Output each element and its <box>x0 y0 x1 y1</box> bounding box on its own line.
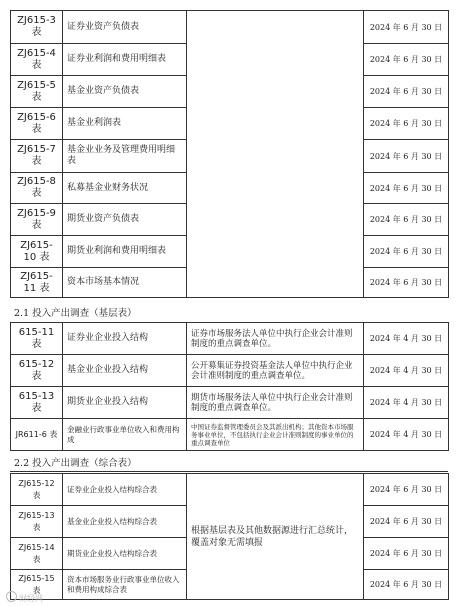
form-name: 证券业利润和费用明细表 <box>63 44 187 76</box>
due-date: 2024 年 4 月 30 日 <box>364 323 449 355</box>
form-code: ZJ615-10 表 <box>11 236 63 268</box>
top-report-table <box>10 10 449 298</box>
survey-scope: 中国证券监督管理委员会及其派出机构；其他资本市场服务事业单位，不包括执行企业会计准则制度的事业单位的重点调查单位 <box>187 419 364 451</box>
watermark-icon <box>6 591 17 602</box>
survey-scope: 期货市场服务法人单位中执行企业会计准则制度的重点调查单位。 <box>187 387 364 419</box>
form-name: 基金业企业投入结构 <box>63 355 187 387</box>
form-code: ZJ615-13 表 <box>11 506 63 538</box>
due-date: 2024 年 6 月 30 日 <box>364 204 449 236</box>
form-code: ZJ615-12 表 <box>11 474 63 506</box>
table-row <box>11 355 449 387</box>
basic-survey-table <box>10 322 449 451</box>
watermark-text: 财经网 <box>19 594 43 603</box>
form-code: 615-12 表 <box>11 355 63 387</box>
due-date: 2024 年 6 月 30 日 <box>364 140 449 173</box>
due-date: 2024 年 6 月 30 日 <box>364 44 449 76</box>
due-date: 2024 年 6 月 30 日 <box>364 236 449 268</box>
form-name: 证券业企业投入结构 <box>63 323 187 355</box>
form-name: 期货业企业投入结构 <box>63 387 187 419</box>
form-name: 期货业利润和费用明细表 <box>63 236 187 268</box>
form-name: 私募基金业财务状况 <box>63 173 187 204</box>
table-row <box>11 11 449 44</box>
due-date: 2024 年 6 月 30 日 <box>364 108 449 140</box>
due-date: 2024 年 6 月 30 日 <box>364 538 449 570</box>
composite-survey-table <box>10 473 449 600</box>
due-date: 2024 年 6 月 30 日 <box>364 506 449 538</box>
table-row <box>11 323 449 355</box>
form-name: 基金业资产负债表 <box>63 76 187 108</box>
form-code: ZJ615-5 表 <box>11 76 63 108</box>
form-name: 基金业利润表 <box>63 108 187 140</box>
form-code: ZJ615-4 表 <box>11 44 63 76</box>
form-name: 资本市场服务业行政事业单位收入和费用构成综合表 <box>63 570 187 600</box>
form-name: 证券业资产负债表 <box>63 11 187 44</box>
form-code: ZJ615-6 表 <box>11 108 63 140</box>
table-row <box>11 387 449 419</box>
form-code: ZJ615-3 表 <box>11 11 63 44</box>
survey-scope: 证券市场服务法人单位中执行企业会计准则制度的重点调查单位。 <box>187 323 364 355</box>
due-date: 2024 年 6 月 30 日 <box>364 570 449 600</box>
due-date: 2024 年 6 月 30 日 <box>364 76 449 108</box>
table-row <box>11 474 449 506</box>
form-code: 615-13 表 <box>11 387 63 419</box>
form-name: 基金业企业投入结构综合表 <box>63 506 187 538</box>
due-date: 2024 年 6 月 30 日 <box>364 474 449 506</box>
form-name: 期货业企业投入结构综合表 <box>63 538 187 570</box>
form-name: 金融业行政事业单位收入和费用构成 <box>63 419 187 451</box>
survey-scope: 公开募集证券投资基金法人单位中执行企业会计准则制度的重点调查单位。 <box>187 355 364 387</box>
form-code: ZJ615-8 表 <box>11 173 63 204</box>
blank-scope-cell <box>187 11 364 298</box>
section-divider <box>10 471 448 472</box>
watermark <box>6 591 43 604</box>
table-row <box>11 419 449 451</box>
form-code: ZJ615-14 表 <box>11 538 63 570</box>
form-name: 证券业企业投入结构综合表 <box>63 474 187 506</box>
composite-scope: 根据基层表及其他数据源进行汇总统计，覆盖对象无需填报 <box>187 474 364 600</box>
due-date: 2024 年 4 月 30 日 <box>364 419 449 451</box>
due-date: 2024 年 6 月 30 日 <box>364 11 449 44</box>
form-code: ZJ615-7 表 <box>11 140 63 173</box>
form-code: ZJ615-15 表 <box>11 570 63 600</box>
form-name: 期货业资产负债表 <box>63 204 187 236</box>
form-code: 615-11 表 <box>11 323 63 355</box>
section-title-basic: 2.1 投入产出调查（基层表） <box>14 308 137 319</box>
section-title-composite: 2.2 投入产出调查（综合表） <box>14 458 137 469</box>
due-date: 2024 年 4 月 30 日 <box>364 355 449 387</box>
form-name: 资本市场基本情况 <box>63 268 187 298</box>
form-code: ZJ615-11 表 <box>11 268 63 298</box>
due-date: 2024 年 6 月 30 日 <box>364 268 449 298</box>
form-code: ZJ615-9 表 <box>11 204 63 236</box>
form-name: 基金业业务及管理费用明细表 <box>63 140 187 173</box>
form-code: JR611-6 表 <box>11 419 63 451</box>
due-date: 2024 年 6 月 30 日 <box>364 173 449 204</box>
due-date: 2024 年 4 月 30 日 <box>364 387 449 419</box>
